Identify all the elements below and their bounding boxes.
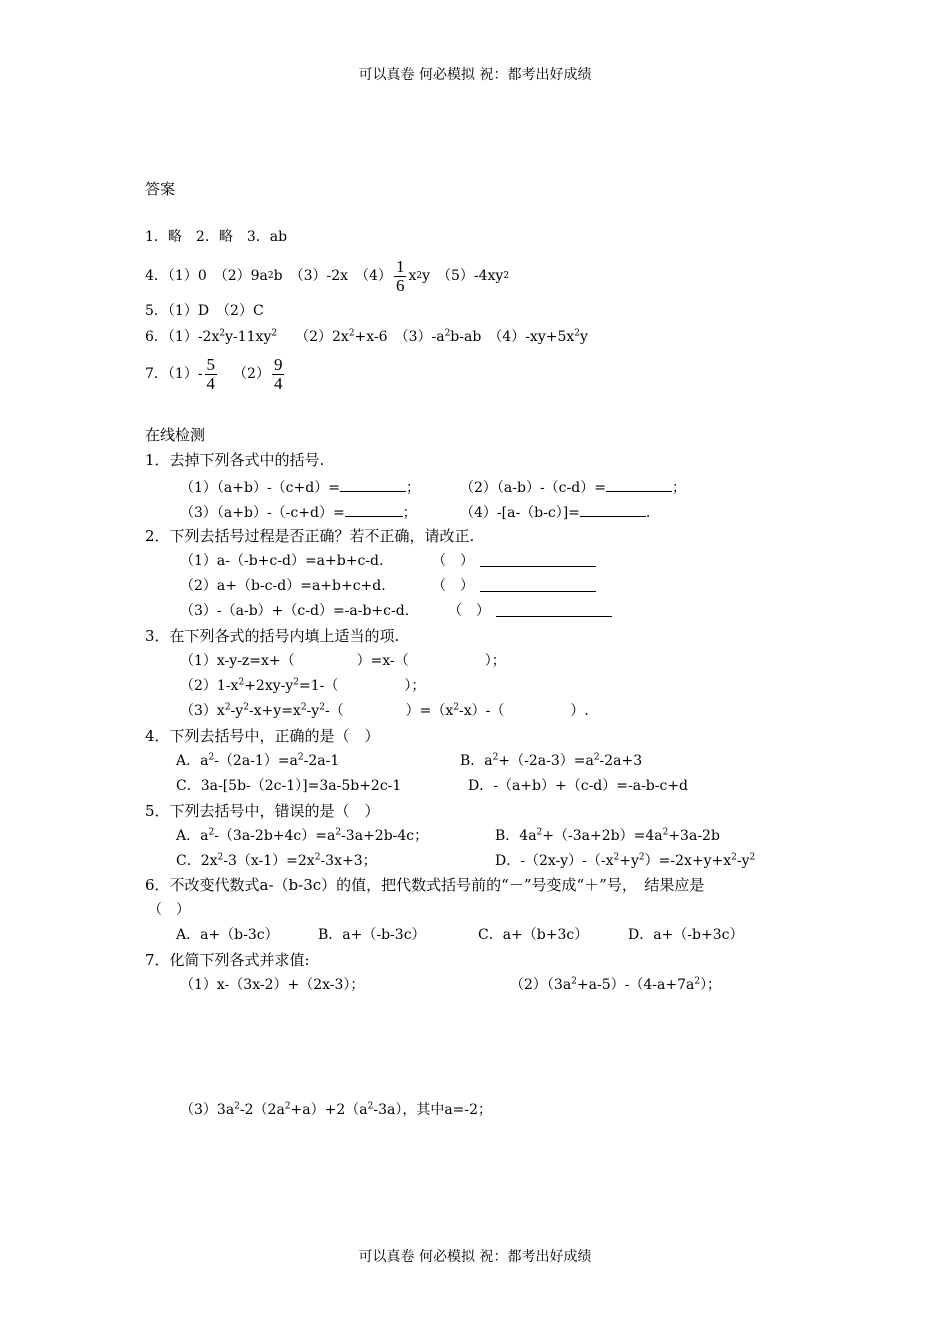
question-5-option-b[interactable] [495, 827, 720, 845]
exponent: 2 [238, 677, 245, 688]
option-text: B．a [460, 753, 493, 769]
question-6-option-a[interactable]: A．a+（b-3c） [176, 927, 279, 943]
item-text: ）=x-（ [356, 653, 409, 669]
item-text: （3）x [180, 703, 225, 719]
option-text: -2a-1 [303, 753, 340, 769]
exponent: 2 [536, 827, 543, 838]
answers-title: 答案 [145, 180, 176, 198]
answer-paren[interactable]: （ ） [448, 603, 490, 619]
option-text: B．4a [495, 828, 537, 844]
answer-4: 4．（1）0 （2）9a 2 b （3）-2x （4） $\frac{1}{6}$ x 2 y （5）-4xy 2 [145, 256, 510, 295]
answer-paren[interactable]: （ ） [432, 553, 474, 569]
item-text: （2）1-x [180, 678, 239, 694]
item-text: ； [405, 480, 420, 496]
question-1-item-4 [460, 502, 650, 522]
fraction-five-quarters [205, 356, 218, 393]
fraction-denominator: 6 [395, 275, 405, 295]
question-2-stem: 2．下列去括号过程是否正确？若不正确，请改正. [145, 527, 475, 545]
item-text: -2（2a [239, 1102, 285, 1118]
exponent: 2 [593, 752, 600, 763]
item-text: =1-（ [299, 678, 339, 694]
question-6-stem: 6．不改变代数式a-（b-3c）的值，把代数式括号前的“－”号变成“＋”号， 结果应是 [145, 876, 705, 894]
option-text: A．a [176, 828, 209, 844]
item-text: +a）+2（a [290, 1102, 368, 1118]
question-2-item-2: （2）a+（b-c-d）=a+b+c+d. [180, 578, 386, 594]
page-header: 可以真卷 何必模拟 祝：都考出好成绩 [358, 67, 592, 83]
online-test-title: 在线检测 [145, 426, 206, 444]
option-text: -（2a-1）=a [214, 753, 298, 769]
question-5-stem: 5．下列去括号中，错误的是（ ） [145, 802, 380, 820]
exponent: 2 [492, 752, 499, 763]
question-1-item-2 [460, 477, 686, 497]
correction-blank[interactable] [480, 577, 596, 592]
item-text: -y [230, 703, 244, 719]
question-7-stem: 7．化简下列各式并求值: [145, 951, 310, 969]
item-text: （3）3a [180, 1102, 235, 1118]
question-4-option-a[interactable] [176, 752, 339, 770]
answer-4-part: b （3）-2x （4） [273, 268, 392, 284]
question-7-item-2 [510, 976, 721, 994]
exponent: 2 [662, 827, 669, 838]
question-4-option-d[interactable]: D．-（a+b）+（c-d）=-a-b-c+d [468, 778, 689, 794]
question-2-item-1: （1）a-（-b+c-d）=a+b+c-d. [180, 553, 384, 569]
correction-blank[interactable] [496, 602, 612, 617]
question-7-item-3 [180, 1101, 492, 1119]
exponent: 2 [243, 702, 249, 713]
item-text: （1）x-y-z=x+（ [180, 653, 295, 669]
item-text: +2xy-y [244, 678, 294, 694]
question-5-option-c[interactable] [176, 852, 377, 870]
exponent: 2 [638, 852, 645, 863]
exponent: 2 [571, 976, 577, 987]
option-text: -（3a-2b+4c）=a [214, 828, 336, 844]
answer-5: 5．（1）D （2）C [145, 303, 264, 319]
item-text: -x+y=x [248, 703, 301, 719]
answer-7 [145, 352, 286, 396]
exponent: 2 [297, 752, 304, 763]
exponent: 2 [444, 328, 451, 339]
question-4-stem: 4．下列去括号中，正确的是（ ） [145, 727, 380, 745]
exponent: 2 [731, 852, 737, 863]
answer-blank[interactable] [580, 502, 646, 517]
question-3-item-3 [180, 702, 589, 720]
answer-blank[interactable] [606, 477, 672, 492]
question-1-item-1 [180, 477, 420, 497]
answer-4-part: x [408, 268, 417, 284]
exponent: 2 [219, 328, 226, 339]
option-text: -3x+3； [320, 853, 377, 869]
answer-6-part: y [580, 329, 588, 345]
exponent: 2 [348, 328, 355, 339]
answer-blank[interactable] [340, 477, 406, 492]
exponent: 2 [694, 976, 701, 987]
fraction-one-sixth [394, 258, 407, 295]
question-6-option-d[interactable]: D．a+（-b+3c） [628, 927, 744, 943]
question-4-option-b[interactable] [460, 752, 642, 770]
question-5-option-a[interactable] [176, 827, 428, 845]
item-text: （1）（a+b）-（c+d）= [180, 480, 340, 496]
question-3-item-1 [180, 652, 506, 670]
item-text: （2）（3a [510, 977, 572, 993]
answer-paren[interactable]: （ ） [148, 902, 190, 918]
answer-4-part: 4．（1）0 （2）9a [145, 268, 268, 284]
option-text: -3（x-1）=2x [223, 853, 315, 869]
question-6-option-c[interactable]: C．a+（b+3c） [478, 927, 589, 943]
answer-1-3: 1．略 2．略 3．ab [145, 229, 288, 245]
exponent: 2 [613, 852, 620, 863]
correction-blank[interactable] [480, 552, 596, 567]
fraction-nine-quarters [272, 356, 285, 393]
item-text: +a-5）-（4-a+7a [576, 977, 695, 993]
answer-6-part: +x-6 （3）-a [354, 329, 445, 345]
item-text: ； [402, 505, 417, 521]
item-text: （2）（a-b）-（c-d）= [460, 480, 606, 496]
option-text: C．2x [176, 853, 218, 869]
question-1-stem: 1．去掉下列各式中的括号. [145, 451, 325, 469]
exponent: 2 [314, 852, 321, 863]
option-text: -2a+3 [599, 753, 643, 769]
answer-6-part: y-11xy [225, 329, 272, 345]
question-7-item-1: （1）x-（3x-2）+（2x-3）； [180, 977, 365, 993]
question-5-option-d[interactable] [495, 852, 755, 870]
exponent: 2 [300, 702, 307, 713]
option-text: -3a+2b-4c； [341, 828, 429, 844]
item-text: -（ [324, 703, 344, 719]
option-text: +（-3a+2b）=4a [542, 828, 663, 844]
option-text: ）=-2x+y+x [644, 853, 732, 869]
exponent: 2 [293, 677, 300, 688]
item-text: ）； [404, 678, 426, 694]
option-text: -y [736, 853, 750, 869]
exponent: 2 [271, 328, 278, 339]
item-text: （4）-[a-（b-c）]= [460, 505, 580, 521]
fraction-numerator: 1 [395, 256, 405, 276]
question-3-item-2 [180, 677, 425, 695]
answer-6-part: （2）2x [295, 329, 349, 345]
fraction-numerator: 5 [206, 354, 216, 374]
exponent: 2 [234, 1101, 240, 1112]
item-text: -3a），其中a=-2； [373, 1102, 493, 1118]
item-text: -y [306, 703, 320, 719]
exponent: 2 [284, 1101, 291, 1112]
exponent: 2 [749, 852, 756, 863]
option-text: +3a-2b [668, 828, 720, 844]
exponent: 2 [208, 827, 215, 838]
item-text: . [645, 505, 651, 521]
exponent: 2 [224, 702, 231, 713]
option-text: +（-2a-3）=a [498, 753, 594, 769]
option-text: +y [619, 853, 639, 869]
answer-6 [145, 328, 588, 346]
question-3-stem: 3．在下列各式的括号内填上适当的项. [145, 627, 400, 645]
exponent: 2 [367, 1101, 374, 1112]
answer-4-part: y （5）-4xy [422, 268, 504, 284]
exponent: 2 [208, 752, 215, 763]
item-text: ）； [484, 653, 506, 669]
option-text: A．a [176, 753, 209, 769]
option-text: D．-（2x-y）-（-x [495, 853, 614, 869]
item-text: ）=（x [405, 703, 454, 719]
question-4-option-c[interactable]: C．3a-[5b-（2c-1）]=3a-5b+2c-1 [176, 778, 402, 794]
answer-7-part: （2） [233, 366, 270, 382]
exponent: 2 [574, 328, 581, 339]
item-text: ）. [570, 703, 589, 719]
fraction-numerator: 9 [273, 354, 283, 374]
item-text: （3）（a+b）-（-c+d）= [180, 505, 345, 521]
exponent: 2 [453, 702, 460, 713]
fraction-denominator: 4 [273, 373, 283, 393]
answer-6-part: 6．（1）-2x [145, 329, 220, 345]
answer-6-part: b-ab （4）-xy+5x [450, 329, 575, 345]
question-6-option-b[interactable]: B．a+（-b-3c） [318, 927, 426, 943]
exponent: 2 [319, 702, 325, 713]
page-footer: 可以真卷 何必模拟 祝：都考出好成绩 [358, 1249, 592, 1265]
answer-7-part: 7．（1）- [145, 366, 203, 382]
item-text: ）； [700, 977, 722, 993]
answer-paren[interactable]: （ ） [432, 578, 474, 594]
exponent: 2 [217, 852, 224, 863]
exponent: 2 [335, 827, 342, 838]
answer-blank[interactable] [345, 502, 403, 517]
question-2-item-3: （3）-（a-b）+（c-d）=-a-b+c-d. [180, 603, 410, 619]
item-text: ； [671, 480, 686, 496]
item-text: -x）-（ [459, 703, 505, 719]
fraction-denominator: 4 [206, 373, 216, 393]
question-1-item-3 [180, 502, 417, 522]
